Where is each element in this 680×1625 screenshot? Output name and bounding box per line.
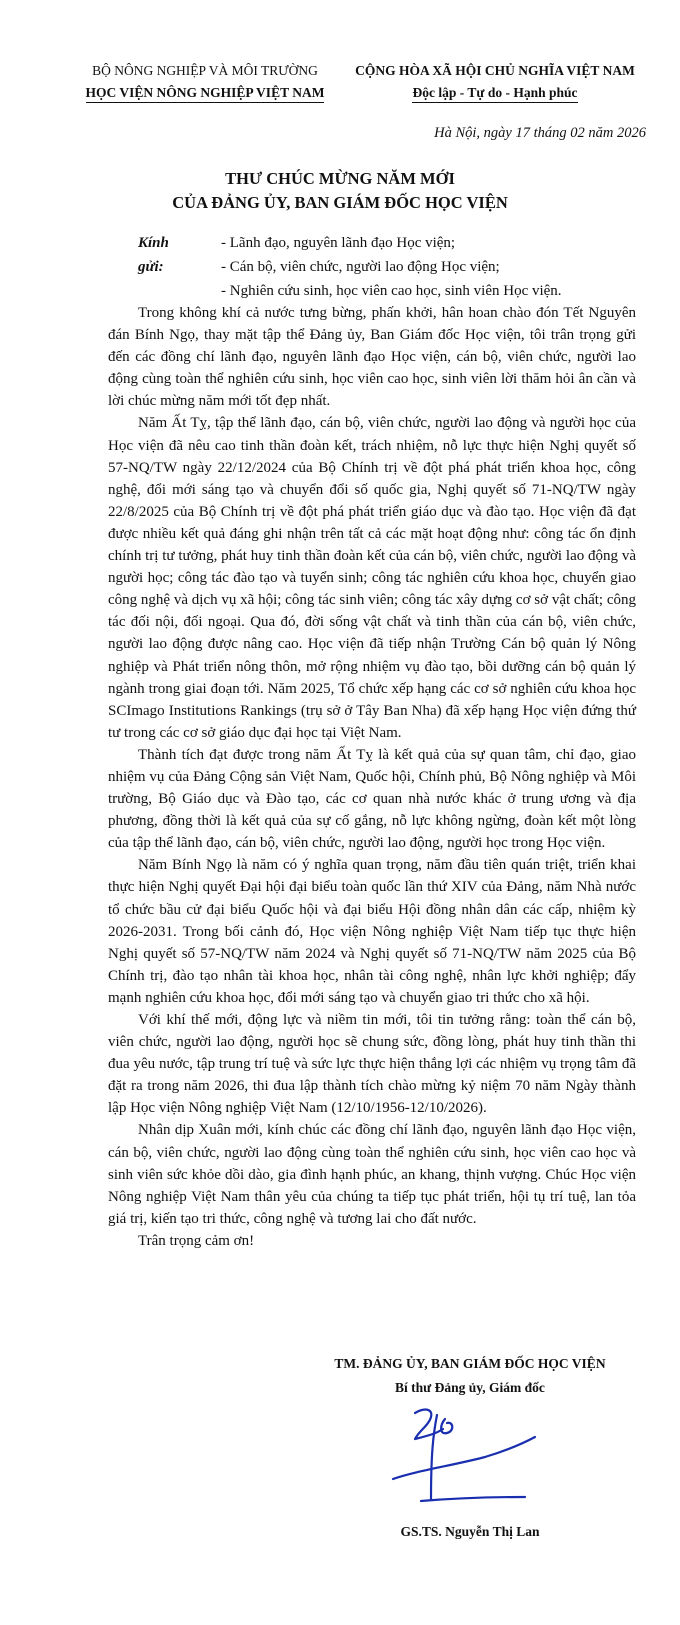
signing-organization: TM. ĐẢNG ỦY, BAN GIÁM ĐỐC HỌC VIỆN <box>334 1356 606 1371</box>
paragraph: Trong không khí cả nước tưng bừng, phấn khởi, hân hoan chào đón Tết Nguyên đán Bính Ngọ, thay mặt tập thể Đảng ủy, Ban Giám đốc Học viện, tôi trân trọng gửi đến các đồng chí lãnh đạo, nguyên lãnh đạo Học viện, cán bộ, viên chức, người lao động cùng toàn thể nghiên cứu sinh, học viên cao học, sinh viên lời thăm hỏi ân cần và lời chúc mừng năm mới tốt đẹp nhất. <box>108 305 636 410</box>
signer-name: GS.TS. Nguyễn Thị Lan <box>400 1524 540 1539</box>
place-date: Hà Nội, ngày 17 tháng 02 năm 2026 <box>434 125 646 141</box>
paragraph: Nhân dịp Xuân mới, kính chúc các đồng chí lãnh đạo, nguyên lãnh đạo Học viện, cán bộ, viên chức, người lao động cùng toàn thể nghiên cứu sinh, học viên cao học và sinh viên sức khỏe dồi dào, gia đình hạnh phúc, an khang, thịnh vượng. Chúc Học viện Nông nghiệp Việt Nam thân yêu của chúng ta tiếp tục phát triển, hội tụ trí tuệ, lan tỏa giá trị, kiến tạo tri thức, công nghệ và tương lai cho đất nước. <box>108 1122 636 1227</box>
paragraph: Thành tích đạt được trong năm Ất Tỵ là kết quả của sự quan tâm, chỉ đạo, giao nhiệm vụ của Đảng Cộng sản Việt Nam, Quốc hội, Chính phủ, Bộ Nông nghiệp và Môi trường, Bộ Giáo dục và Đào tạo, các cơ quan nhà nước khác ở trung ương và địa phương, đồng thời là kết quả của sự cố gắng, nỗ lực không ngừng, đoàn kết một lòng của tập thể lãnh đạo, cán bộ, viên chức, người lao động, người học trong Học viện. <box>108 746 636 852</box>
national-motto: Độc lập - Tự do - Hạnh phúc <box>412 84 577 103</box>
paragraph: Năm Bính Ngọ là năm có ý nghĩa quan trọng, năm đầu tiên quán triệt, triển khai thực hiện Nghị quyết Đại hội đại biểu toàn quốc lần thứ XIV của Đảng, năm Nhà nước tổ chức bầu cử đại biểu Quốc hội và đại biểu Hội đồng nhân dân các cấp, nhiệm kỳ 2026-2031. Trong bối cảnh đó, Học viện Nông nghiệp Việt Nam tiếp tục thực hiện Nghị quyết số 57-NQ/TW năm 2024 và Nghị quyết số 71-NQ/TW năm 2025 của Bộ Chính trị, đào tạo nhân tài khoa học, nhân tài công nghệ, nhân lực khởi nghiệp; đẩy mạnh nghiên cứu khoa học, đổi mới sáng tạo và chuyển giao tri thức cho xã hội. <box>108 857 636 1006</box>
recipients-list <box>221 231 562 303</box>
letter-title <box>0 167 680 215</box>
signature-block <box>300 1352 640 1400</box>
recipient-item: - Cán bộ, viên chức, người lao động Học viện; <box>221 259 500 275</box>
ministry-name: BỘ NÔNG NGHIỆP VÀ MÔI TRƯỜNG <box>92 63 318 78</box>
closing-thanks: Trân trọng cảm ơn! <box>138 1232 255 1249</box>
paragraph: Với khí thế mới, động lực và niềm tin mới, tôi tin tưởng rằng: toàn thể cán bộ, viên chức, người lao động, người học sẽ chung sức, đồng lòng, phát huy tinh thần thi đua yêu nước, tập trung trí tuệ và sức lực thực hiện thắng lợi các nhiệm vụ trọng tâm đã đặt ra trong năm 2026, thi đua lập thành tích chào mừng kỷ niệm 70 năm Ngày thành lập Học viện Nông nghiệp Việt Nam (12/10/1956-12/10/2026). <box>108 1012 636 1117</box>
recipients-label: Kính gửi: <box>138 235 169 275</box>
republic-name: CỘNG HÒA XÃ HỘI CHỦ NGHĨA VIỆT NAM <box>355 63 635 78</box>
handwritten-signature <box>385 1405 555 1510</box>
recipient-item: - Nghiên cứu sinh, học viên cao học, sinh viên Học viện. <box>221 283 562 299</box>
national-header <box>345 60 645 104</box>
title-line-2: CỦA ĐẢNG ỦY, BAN GIÁM ĐỐC HỌC VIỆN <box>172 193 508 212</box>
academy-name: HỌC VIỆN NÔNG NGHIỆP VIỆT NAM <box>86 84 325 103</box>
paragraph: Năm Ất Tỵ, tập thể lãnh đạo, cán bộ, viên chức, người lao động và người học của Học viện đã nêu cao tinh thần đoàn kết, trách nhiệm, nỗ lực thực hiện Nghị quyết số 57-NQ/TW ngày 22/12/2024 của Bộ Chính trị về đột phá phát triển khoa học, công nghệ, đổi mới sáng tạo và chuyển đổi số quốc gia, Nghị quyết số 71-NQ/TW ngày 22/8/2025 của Bộ Chính trị về đột phá phát triển giáo dục và đào tạo. Học viện đã đạt được nhiều kết quả đáng ghi nhận trên tất cả các mặt hoạt động như: công tác ổn định chính trị tư tưởng, phát huy tinh thần đoàn kết của cán bộ, viên chức, người lao động và người học; công tác đào tạo và tuyển sinh; công tác nghiên cứu khoa học, chuyển giao công nghệ và dịch vụ xã hội; công tác sinh viên; công tác xây dựng cơ sở vật chất; công tác đối nội, đối ngoại. Qua đó, đời sống vật chất và tinh thần của cán bộ, viên chức, người lao động được nâng cao. Học viện đã tiếp nhận Trường Cán bộ quản lý Nông nghiệp và Phát triển nông thôn, mở rộng nhiệm vụ đào tạo, bồi dưỡng cán bộ quản lý ngành trong giai đoạn tới. Năm 2025, Tổ chức xếp hạng các cơ sở nghiên cứu khoa học SCImago Institutions Rankings (trụ sở ở Tây Ban Nha) đã xếp hạng Học viện đứng thứ tư trong các cơ sở giáo dục đại học tại Việt Nam. <box>108 415 636 741</box>
issuer-header <box>70 60 340 104</box>
recipient-item: - Lãnh đạo, nguyên lãnh đạo Học viện; <box>221 235 456 251</box>
letter-body <box>108 302 636 1252</box>
title-line-1: THƯ CHÚC MỪNG NĂM MỚI <box>225 169 455 188</box>
signer-position: Bí thư Đảng ủy, Giám đốc <box>395 1380 545 1395</box>
